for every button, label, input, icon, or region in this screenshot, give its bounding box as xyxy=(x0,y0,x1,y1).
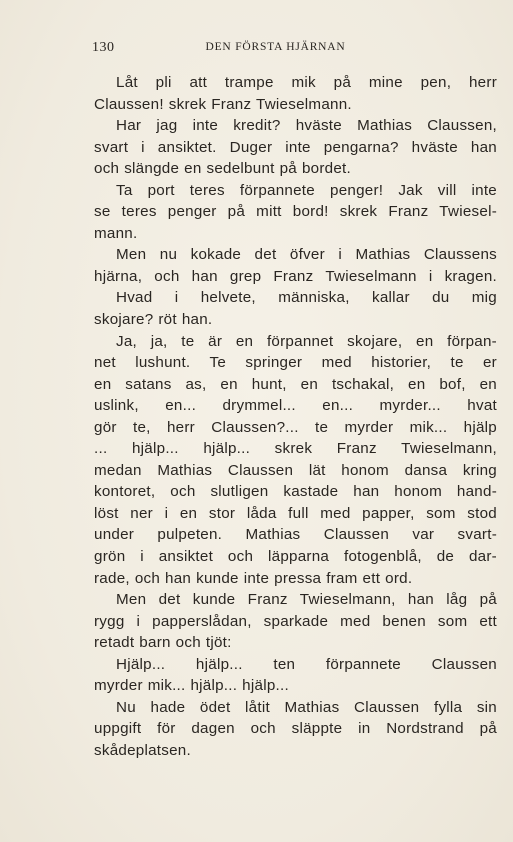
text-line: en satans as, en hunt, en tschakal, en bof, en xyxy=(94,375,497,393)
running-title: DEN FÖRSTA HJÄRNAN xyxy=(205,41,346,53)
text-line: uppgift för dagen och släppte in Nordstrand på xyxy=(94,720,497,738)
text-line: Låt pli att trampe mik på mine pen, herr xyxy=(116,74,497,91)
text-line: svart i ansiktet. Duger inte pengarna? hväste han xyxy=(94,138,497,156)
text-line: medan Mathias Claussen lät honom dansa kring xyxy=(94,461,497,479)
text-line: rade, och han kunde inte pressa fram ett ord. xyxy=(94,569,413,587)
text-line: se teres penger på mitt bord! skrek Franz Twiesel- xyxy=(94,203,497,221)
text-line: Ta port teres förpannete penger! Jak vill inte xyxy=(116,181,497,199)
text-line: gör te, herr Claussen?... te myrder mik... hjälp xyxy=(94,418,497,436)
text-line: mann. xyxy=(94,224,138,242)
running-head xyxy=(92,38,417,58)
text-line: retadt barn och tjöt: xyxy=(94,634,232,652)
text-line: ... hjälp... hjälp... skrek Franz Twieselmann, xyxy=(94,440,497,458)
text-line: net lushunt. Te springer med historier, te er xyxy=(94,354,497,372)
text-line: Hjälp... hjälp... ten förpannete Claussen xyxy=(116,655,497,673)
text-line: Nu hade ödet låtit Mathias Claussen fylla sin xyxy=(116,698,497,716)
body-text xyxy=(94,72,497,762)
text-line: Har jag inte kredit? hväste Mathias Claussen, xyxy=(116,117,497,135)
text-line: grön i ansiktet och läpparna fotogenblå, de dar- xyxy=(94,548,497,566)
text-line: löst ner i en stor låda full med papper, som stod xyxy=(94,504,497,522)
text-line: rygg i papperslådan, sparkade med benen som ett xyxy=(94,612,497,630)
text-line: Men nu kokade det öfver i Mathias Claussens xyxy=(116,246,497,264)
text-line: skådeplatsen. xyxy=(94,741,191,759)
text-line: Men det kunde Franz Twieselmann, han låg på xyxy=(116,591,497,609)
text-line: uslink, en... drymmel... en... myrder... hvat xyxy=(94,397,497,415)
text-line: Hvad i helvete, människa, kallar du mig xyxy=(116,289,497,307)
text-line: och slängde en sedelbunt på bordet. xyxy=(94,160,351,178)
text-line: Claussen! skrek Franz Twieselmann. xyxy=(94,95,352,113)
text-line: Ja, ja, te är en förpannet skojare, en förpan- xyxy=(116,332,497,350)
page-number: 130 xyxy=(92,40,115,55)
text-line: under pulpeten. Mathias Claussen var svart- xyxy=(94,526,497,544)
text-line: myrder mik... hjälp... hjälp... xyxy=(94,677,289,695)
text-line: hjärna, och han grep Franz Twieselmann i kragen. xyxy=(94,267,497,285)
text-line: skojare? röt han. xyxy=(94,311,213,329)
text-line: kontoret, och slutligen kastade han honom hand- xyxy=(94,483,497,501)
